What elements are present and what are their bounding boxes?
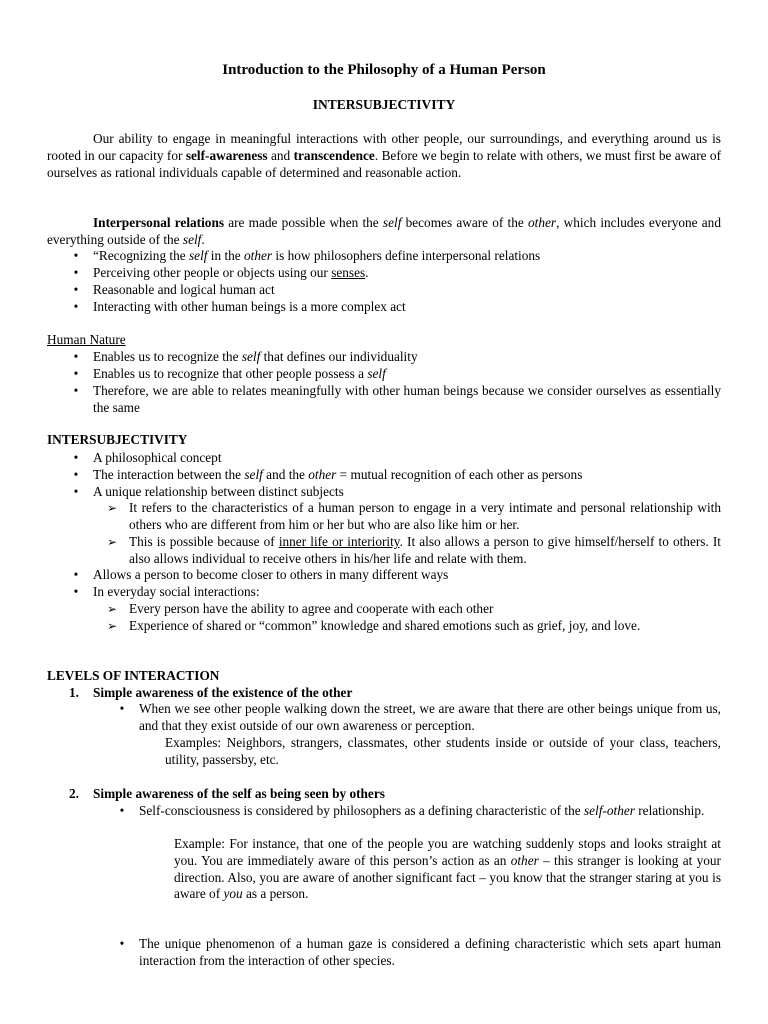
bullet-icon: • <box>73 450 79 465</box>
text: When we see other people walking down the street, we are aware that there are other beings unique from us, and that they exist outside of our own awareness or perception. <box>139 701 721 733</box>
bullet-icon: • <box>73 467 79 482</box>
text: It refers to the characteristics of a human person to engage in a very intimate and personal relationship with others who are different from him or her but who are also like him or her. <box>129 500 721 532</box>
list-item <box>73 450 721 467</box>
text: Therefore, we are able to relates meaningfully with other human beings because we consider ourselves as essentially the same <box>93 383 721 415</box>
text: . <box>365 265 369 280</box>
italic-self: self <box>241 349 261 364</box>
bullet-icon: • <box>73 484 79 499</box>
list-item <box>73 366 721 383</box>
text: . It also allows a person to give himself/herself to others. It also allows individual to receive others in his/her life and relate with them. <box>129 534 722 566</box>
list-item <box>73 248 721 265</box>
list-number: 1. <box>69 685 79 700</box>
italic-self: self <box>244 467 263 482</box>
list-item <box>73 383 721 417</box>
intro-bold-transcendence: transcendence <box>293 147 375 163</box>
bullet-icon: • <box>73 349 79 364</box>
level-1-title <box>69 685 353 702</box>
text: is how philosophers define interpersonal relations <box>272 248 541 263</box>
sub-list-item <box>107 500 721 534</box>
intro-text: Our ability to engage in meaningful interactions with other people, our surroundings, and everything around us is rooted in our capacity for <box>47 131 721 163</box>
arrow-bullet-icon: ➢ <box>107 602 118 616</box>
bullet-icon: • <box>73 567 79 582</box>
text: A unique relationship between distinct subjects <box>93 484 344 499</box>
sub-list-item <box>107 618 721 635</box>
text: = mutual recognition of each other as persons <box>336 467 583 482</box>
bullet-icon: • <box>73 366 79 381</box>
text: becomes aware of the <box>401 215 529 230</box>
italic-self-other: self-other <box>583 803 635 818</box>
list-item <box>73 567 721 584</box>
text: Allows a person to become closer to others in many different ways <box>93 567 449 582</box>
list-item <box>73 349 721 366</box>
text: , which includes everyone and everything outside of the <box>47 215 721 247</box>
intro-bold-self-awareness: self-awareness <box>185 147 268 163</box>
arrow-bullet-icon: ➢ <box>107 535 118 549</box>
levels-heading: LEVELS OF INTERACTION <box>47 668 220 683</box>
intro-text-and: and <box>270 147 291 163</box>
bullet-icon: • <box>73 584 79 599</box>
text: Simple awareness of the existence of the other <box>93 685 353 700</box>
bullet-icon: • <box>73 383 79 398</box>
list-item <box>119 701 721 735</box>
underlined-inner-life: inner life or interiority <box>278 534 400 549</box>
level-2-title <box>69 786 385 803</box>
text: Perceiving other people or objects using our <box>93 265 332 280</box>
italic-other: other <box>244 248 273 263</box>
italic-self: self <box>382 215 402 230</box>
text: This is possible because of <box>129 534 279 549</box>
italic-you: you <box>223 886 243 902</box>
intro-paragraph <box>47 131 721 181</box>
text: A philosophical concept <box>93 450 222 465</box>
list-item <box>73 299 721 316</box>
arrow-bullet-icon: ➢ <box>107 619 118 633</box>
bullet-icon: • <box>73 265 79 280</box>
text: in the <box>207 248 245 263</box>
bullet-icon: • <box>119 803 125 818</box>
text: Experience of shared or “common” knowledge and shared emotions such as grief, joy, and love. <box>129 618 641 633</box>
text: as a person. <box>242 886 309 902</box>
bullet-icon: • <box>73 299 79 314</box>
text: Reasonable and logical human act <box>93 282 275 297</box>
text: Example: For instance, that one of the people you are watching suddenly stops and looks straight at you. You are immediately aware of this person’s action as an <box>174 836 721 868</box>
text: relationship. <box>634 803 705 818</box>
italic-self: self <box>367 366 386 381</box>
text: Enables us to recognize that other people possess a <box>93 366 368 381</box>
human-nature-heading <box>47 332 721 349</box>
text: – this stranger is looking at your direction. Also, you are aware of another significant fact – you know that the stranger staring at you is aware of <box>174 852 721 902</box>
bullet-icon: • <box>119 701 125 716</box>
example-text: Examples: Neighbors, strangers, classmates, other students inside or outside of your class, teachers, utility, passersby, etc. <box>165 735 721 767</box>
sub-list-item <box>107 534 722 568</box>
italic-other: other <box>510 852 539 868</box>
list-item <box>119 936 721 970</box>
list-number: 2. <box>69 786 79 801</box>
list-item <box>73 265 721 282</box>
italic-other: other <box>528 215 557 230</box>
list-item <box>73 282 721 299</box>
text: are made possible when the <box>224 215 383 230</box>
document-title: Introduction to the Philosophy of a Human Person <box>222 62 546 78</box>
text: and the <box>262 467 309 482</box>
intro-text-end: . Before we begin to relate with others, we must first be aware of ourselves as rational individuals capable of determined and reasonable action. <box>47 147 722 180</box>
underlined-senses: senses <box>331 265 366 280</box>
italic-self: self <box>182 231 202 247</box>
text: In everyday social interactions: <box>93 584 260 599</box>
list-item <box>73 584 721 601</box>
document-subtitle: INTERSUBJECTIVITY <box>312 97 456 112</box>
list-item <box>119 803 721 820</box>
bullet-icon: • <box>119 936 125 951</box>
text: Interacting with other human beings is a more complex act <box>93 299 406 314</box>
heading-text: Human Nature <box>47 332 126 347</box>
sub-list-item <box>107 601 721 618</box>
text: The interaction between the <box>93 467 245 482</box>
bullet-icon: • <box>73 248 79 263</box>
italic-other: other <box>308 467 337 482</box>
list-item <box>73 484 721 501</box>
text: Simple awareness of the self as being seen by others <box>93 786 385 801</box>
text: Every person have the ability to agree and cooperate with each other <box>129 601 494 616</box>
interpersonal-paragraph <box>47 215 721 249</box>
italic-self: self <box>189 248 208 263</box>
text: The unique phenomenon of a human gaze is considered a defining characteristic which sets apart human interaction from the interaction of other species. <box>139 936 721 968</box>
text: “Recognizing the <box>93 248 189 263</box>
text: Self-consciousness is considered by philosophers as a defining characteristic of the <box>139 803 584 818</box>
arrow-bullet-icon: ➢ <box>107 501 118 515</box>
example-text <box>174 836 721 903</box>
interpersonal-term: Interpersonal relations <box>93 215 225 230</box>
text: that defines our individuality <box>260 349 418 364</box>
bullet-icon: • <box>73 282 79 297</box>
list-item <box>73 467 721 484</box>
text: Enables us to recognize the <box>93 349 242 364</box>
text: . <box>201 231 205 247</box>
intersubjectivity-heading: INTERSUBJECTIVITY <box>47 432 188 447</box>
